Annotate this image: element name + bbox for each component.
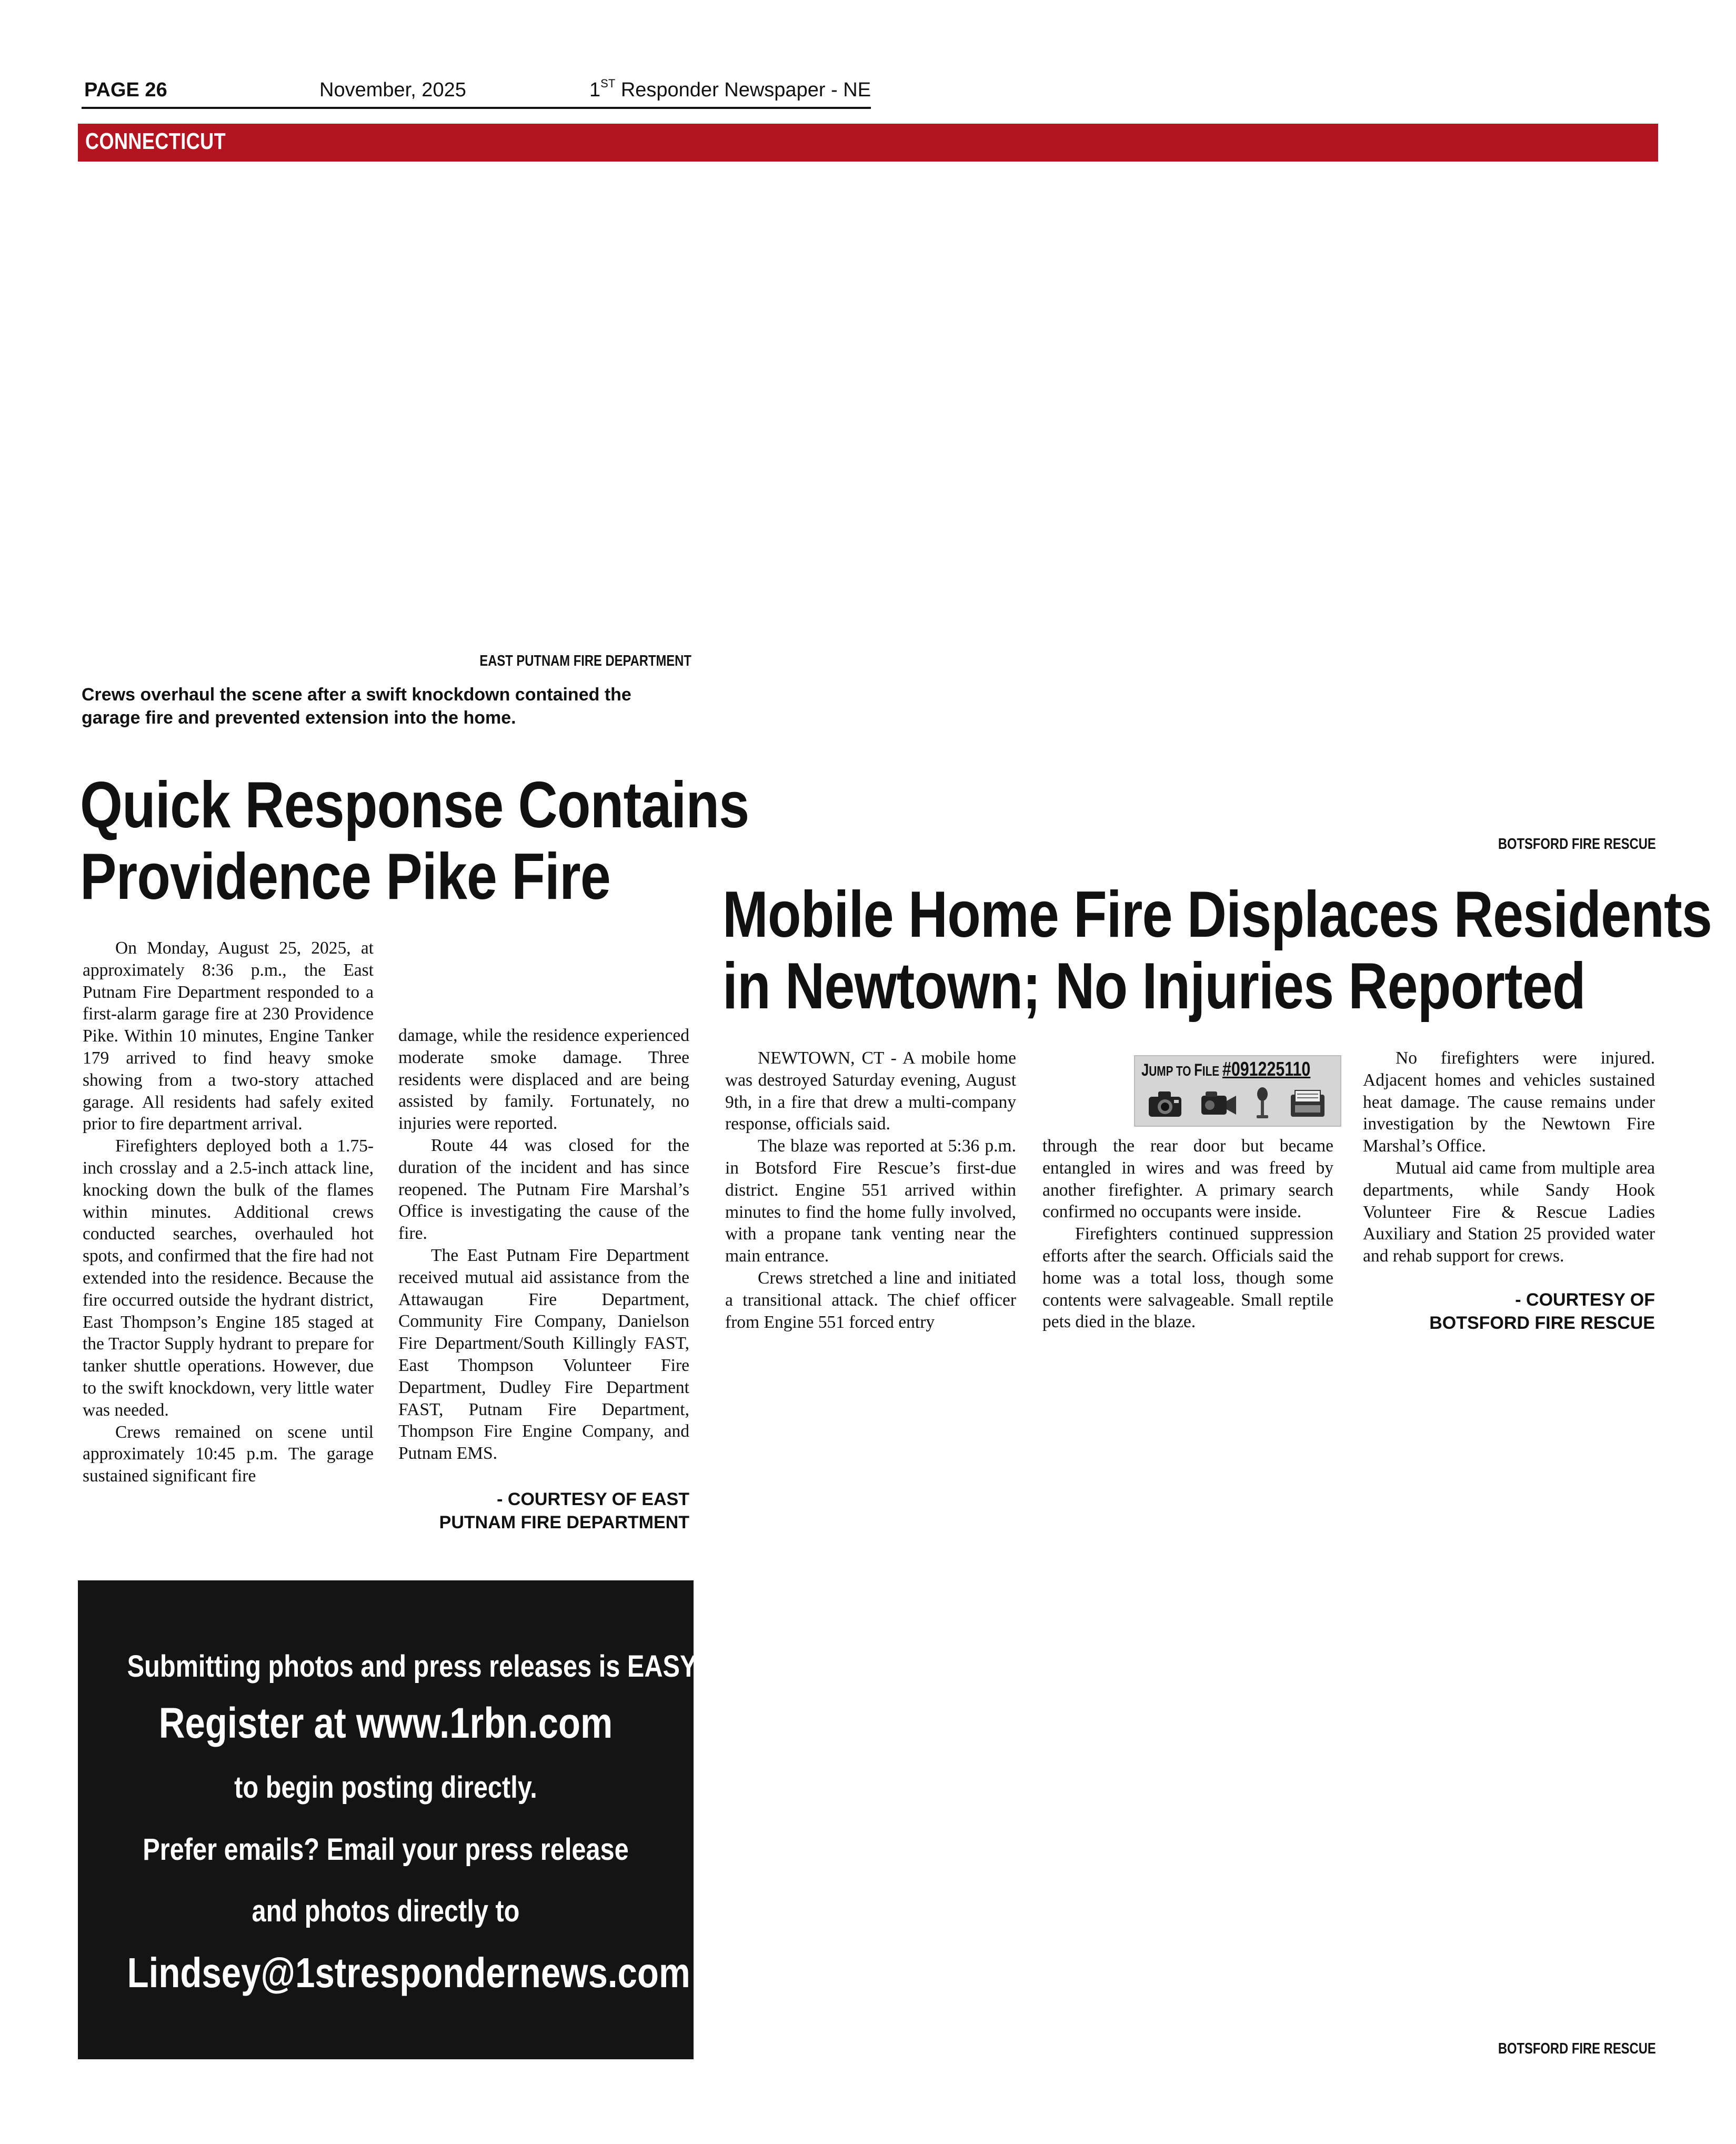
header-rule bbox=[82, 107, 871, 109]
article1-headline-line1: Quick Response Contains bbox=[80, 769, 749, 841]
video-camera-icon bbox=[1198, 1088, 1237, 1119]
article1-signoff-line2: PUTNAM FIRE DEPARTMENT bbox=[439, 1512, 689, 1532]
ad-line-3: to begin posting directly. bbox=[234, 1770, 537, 1805]
article2-col2-paragraph: Firefighters continued suppression efforts after the search. Officials said the home was a total loss, though some contents were salvageable. Small reptile pets died in the blaze. bbox=[1042, 1224, 1333, 1332]
article2-headline bbox=[723, 879, 1712, 1022]
jump-file-number[interactable]: #091225110 bbox=[1222, 1058, 1311, 1080]
jump-letter: J bbox=[1141, 1060, 1149, 1079]
article1-column-1 bbox=[83, 937, 374, 1487]
ad-register-link[interactable]: Register at www.1rbn.com bbox=[158, 1699, 613, 1747]
photo-credit-botsford-bottom: BOTSFORD FIRE RESCUE bbox=[1498, 2040, 1656, 2057]
ad-email-link[interactable]: Lindsey@1strespondernews.com bbox=[127, 1949, 690, 1996]
jump-media-icons bbox=[1139, 1085, 1335, 1123]
article2-col1-paragraph: Crews stretched a line and initiated a transitional attack. The chief officer from Engine 551 forced entry bbox=[725, 1268, 1016, 1332]
article2-col1-paragraph: The blaze was reported at 5:36 p.m. in Botsford Fire Rescue’s first-due district. Engine 551 arrived within minutes to find the home fully involved, with a propane tank venting near the main entrance. bbox=[725, 1136, 1016, 1266]
article2-headline-line1: Mobile Home Fire Displaces Residents bbox=[723, 878, 1712, 951]
article2-signoff-line1: - COURTESY OF bbox=[1515, 1289, 1655, 1310]
article1-signoff-line1: - COURTESY OF EAST bbox=[497, 1489, 689, 1509]
photo-credit-east-putnam: EAST PUTNAM FIRE DEPARTMENT bbox=[479, 653, 691, 669]
article1-col2-paragraph: Route 44 was closed for the duration of the incident and has since reopened. The Putnam Fire Marshal’s Office is investigating the cause of the fire. bbox=[398, 1135, 689, 1244]
article2-headline-line2: in Newtown; No Injuries Reported bbox=[723, 950, 1586, 1023]
article1-headline bbox=[80, 769, 749, 913]
publication-number: 1 bbox=[589, 79, 601, 101]
jump-to-file-label bbox=[1141, 1058, 1310, 1081]
article1-col1-paragraph: On Monday, August 25, 2025, at approximately 8:36 p.m., the East Putnam Fire Department responded to a first-alarm garage fire at 230 Providence Pike. Within 10 minutes, Engine Tanker 179 arrived to find heavy smoke showing from a two-story attached garage. All residents had safely exited prior to fire department arrival. bbox=[83, 938, 374, 1134]
article2-signoff bbox=[1363, 1288, 1655, 1335]
issue-date: November, 2025 bbox=[319, 79, 466, 101]
article2-column-1 bbox=[725, 1047, 1016, 1333]
jump-to-file-box[interactable] bbox=[1134, 1055, 1341, 1127]
section-label: CONNECTICUT bbox=[85, 128, 226, 154]
article2-col3-paragraph: No firefighters were injured. Adjacent homes and vehicles sustained heat damage. The cause remains under investigation by the Newtown Fire Marshal’s Office. bbox=[1363, 1048, 1655, 1156]
article2-col3-paragraph: Mutual aid came from multiple area departments, while Sandy Hook Volunteer Fire & Rescue Ladies Auxiliary and Station 25 provided water and rehab support for crews. bbox=[1363, 1158, 1655, 1266]
microphone-icon bbox=[1252, 1087, 1273, 1120]
article1-headline-line2: Providence Pike Fire bbox=[80, 840, 610, 913]
publication-superscript: ST bbox=[600, 77, 616, 90]
jump-text: ILE bbox=[1202, 1063, 1222, 1079]
publication-name bbox=[589, 79, 871, 102]
photo-credit-botsford-top: BOTSFORD FIRE RESCUE bbox=[1498, 836, 1656, 853]
document-icon bbox=[1288, 1088, 1328, 1119]
article1-col1-paragraph: Firefighters deployed both a 1.75-inch crosslay and a 2.5-inch attack line, knocking down the bulk of the flames within minutes. Additional crews conducted searches, overhauled hot spots, and confirmed that the fire had not extended into the residence. Because the fire occurred outside the hydrant district, East Thompson’s Engine 185 staged at the Tractor Supply hydrant to prepare for tanker shuttle operations. However, due to the swift knockdown, very little water was needed. bbox=[83, 1136, 374, 1420]
publication-title: Responder Newspaper - NE bbox=[615, 79, 871, 101]
article2-col2-paragraph: through the rear door but became entangled in wires and was freed by another firefighter. A primary search confirmed no occupants were inside. bbox=[1042, 1136, 1333, 1222]
ad-line-1: Submitting photos and press releases is EASY! bbox=[127, 1649, 706, 1684]
article2-column-2 bbox=[1042, 1135, 1333, 1333]
article1-column-2 bbox=[398, 1025, 689, 1534]
jump-text: UMP TO bbox=[1149, 1063, 1195, 1079]
section-banner bbox=[78, 124, 1658, 162]
ad-line-4: Prefer emails? Email your press release bbox=[143, 1832, 629, 1867]
camera-icon bbox=[1147, 1088, 1183, 1119]
article1-col2-paragraph: damage, while the residence experienced moderate smoke damage. Three residents were displaced and are being assisted by family. Fortunately, no injuries were reported. bbox=[398, 1026, 689, 1134]
article2-column-3 bbox=[1363, 1047, 1655, 1335]
jump-letter: F bbox=[1194, 1060, 1202, 1079]
article1-col2-paragraph: The East Putnam Fire Department received mutual aid assistance from the Attawaugan Fire Department, Community Fire Company, Danielson Fire Department/South Killingly FAST, East Thompson Volunteer Fire Department, Dudley Fire Department FAST, Putnam Fire Department, Thompson Fire Engine Company, and Putnam EMS. bbox=[398, 1245, 689, 1464]
ad-line-5: and photos directly to bbox=[252, 1894, 520, 1928]
article2-col1-paragraph: NEWTOWN, CT - A mobile home was destroyed Saturday evening, August 9th, in a fire that drew a multi-company response, officials said. bbox=[725, 1048, 1016, 1134]
photo-caption: Crews overhaul the scene after a swift knockdown contained the garage fire and prevented extension into the home. bbox=[82, 685, 631, 728]
press-release-ad bbox=[78, 1580, 706, 2059]
article1-col1-paragraph: Crews remained on scene until approximately 10:45 p.m. The garage sustained significant fire bbox=[83, 1422, 374, 1486]
article1-signoff bbox=[398, 1488, 689, 1534]
page-number: PAGE 26 bbox=[84, 79, 167, 101]
article2-signoff-line2: BOTSFORD FIRE RESCUE bbox=[1429, 1313, 1655, 1333]
